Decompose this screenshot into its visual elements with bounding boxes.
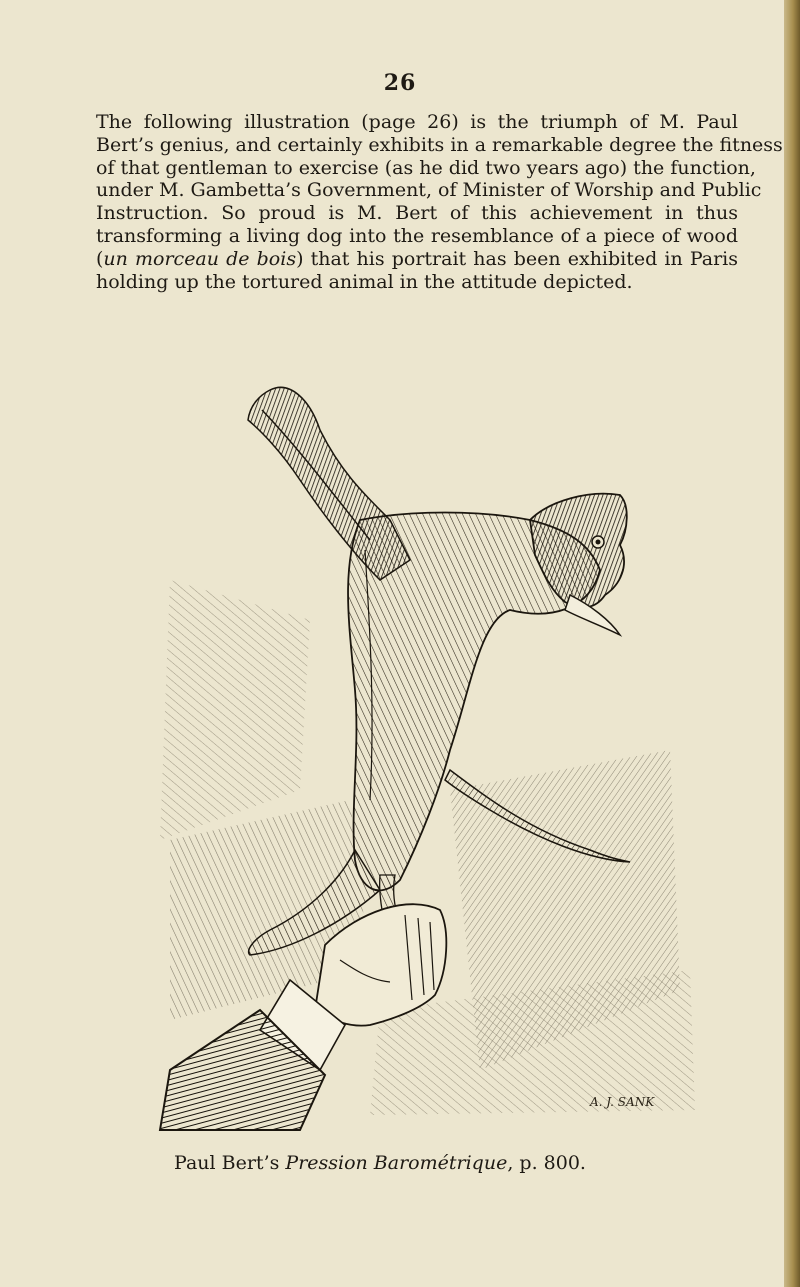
dog-engraving-illustration (150, 370, 710, 1140)
caption-prefix: Paul Bert’s (174, 1152, 286, 1174)
italic-phrase: un morceau de bois (103, 247, 297, 270)
paragraph-line-rest: ) that his portrait has been exhibited in Paris (296, 247, 738, 270)
figure-caption (0, 1152, 760, 1174)
paragraph-line: The following illustration (page 26) is the triumph of M. Paul (96, 111, 738, 133)
caption-suffix: , p. 800. (507, 1152, 586, 1174)
paragraph-line (96, 248, 738, 271)
page-edge (784, 0, 800, 1287)
paragraph-line: Instruction. So proud is M. Bert of this achievement in thus (96, 202, 738, 225)
paragraph-line: of that gentleman to exercise (as he did two years ago) the function, (96, 156, 756, 179)
paragraph-line-last: holding up the tortured animal in the attitude depicted. (96, 270, 633, 293)
paren-open: ( (96, 247, 104, 270)
paragraph-line: Bert’s genius, and certainly exhibits in a remarkable degree the fitness (96, 133, 783, 156)
engraver-signature: A. J. SANK (590, 1095, 655, 1109)
paragraph-line: under M. Gambetta’s Government, of Minister of Worship and Public (96, 179, 762, 202)
paragraph-line: transforming a living dog into the resemblance of a piece of wood (96, 224, 738, 247)
body-paragraph (96, 111, 783, 293)
page-number: 26 (383, 70, 417, 96)
caption-book-title: Pression Barométrique (285, 1152, 508, 1174)
